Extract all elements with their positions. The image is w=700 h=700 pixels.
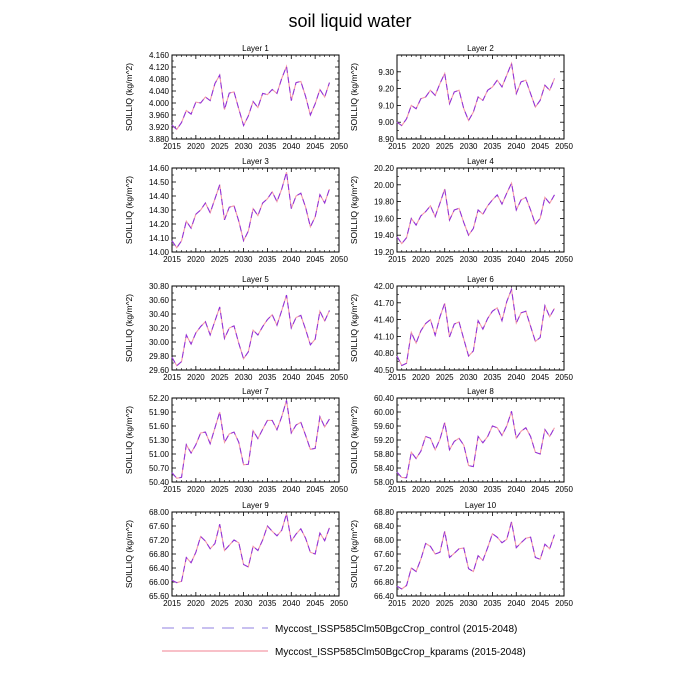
series-overlap-line [397,522,554,589]
panel-title: Layer 8 [467,387,494,396]
x-tick-label: 2050 [330,599,348,608]
x-tick-label: 2040 [507,142,526,151]
y-tick-label: 30.40 [148,310,169,319]
y-tick-label: 29.80 [148,352,169,361]
y-tick-label: 67.60 [148,522,169,531]
y-axis-label: SOILLIQ (kg/m^2) [124,519,134,589]
series-kparams-line [172,295,329,366]
x-tick-label: 2050 [330,142,348,151]
x-tick-label: 2030 [459,255,478,264]
x-tick-label: 2020 [186,485,205,494]
x-tick-label: 2015 [388,599,406,608]
x-tick-label: 2050 [330,485,348,494]
x-tick-label: 2025 [210,485,229,494]
panel-3 [124,157,348,264]
series-overlap-line [397,411,554,478]
y-tick-label: 4.040 [148,87,169,96]
y-tick-label: 68.00 [148,508,169,517]
series-control-line [397,183,554,243]
x-tick-label: 2045 [306,255,325,264]
plot-frame [172,168,339,252]
x-tick-label: 2050 [555,142,573,151]
legend-label-control: Myccost_ISSP585Clm50BgcCrop_control (2015-2048) [275,624,518,635]
series-kparams-line [397,411,554,478]
x-tick-label: 2040 [282,599,301,608]
series-kparams-line [172,400,329,478]
y-tick-label: 19.20 [373,248,394,257]
y-tick-label: 66.00 [148,578,169,587]
series-overlap-line [397,183,554,243]
y-tick-label: 52.20 [148,394,169,403]
series-kparams-line [172,514,329,583]
x-tick-label: 2045 [531,255,550,264]
y-axis-label: SOILLIQ (kg/m^2) [349,62,359,132]
series-overlap-line [397,63,554,125]
x-tick-label: 2015 [388,485,406,494]
x-tick-label: 2025 [435,599,454,608]
y-tick-label: 4.000 [148,99,169,108]
y-axis-label: SOILLIQ (kg/m^2) [124,293,134,363]
x-tick-label: 2015 [163,142,181,151]
y-tick-label: 68.40 [373,522,394,531]
x-tick-label: 2020 [186,599,205,608]
y-tick-label: 30.00 [148,338,169,347]
y-tick-label: 60.40 [373,394,394,403]
x-tick-label: 2020 [411,373,430,382]
y-tick-label: 51.60 [148,422,169,431]
panel-7 [124,387,348,494]
x-tick-label: 2035 [258,142,277,151]
y-axis-label: SOILLIQ (kg/m^2) [349,293,359,363]
x-tick-label: 2025 [210,255,229,264]
series-overlap-line [172,400,329,478]
y-tick-label: 40.80 [373,349,394,359]
y-tick-label: 41.40 [373,315,394,325]
x-tick-label: 2030 [459,142,478,151]
y-tick-label: 67.60 [373,550,394,559]
series-overlap-line [172,172,329,248]
x-tick-label: 2045 [531,373,550,382]
plot-frame [397,55,564,139]
x-tick-label: 2025 [435,373,454,382]
x-tick-label: 2040 [507,255,526,264]
x-tick-label: 2045 [531,142,550,151]
x-tick-label: 2050 [330,373,348,382]
x-tick-label: 2030 [234,485,253,494]
y-tick-label: 51.90 [148,408,169,417]
y-tick-label: 9.00 [378,118,394,128]
y-tick-label: 66.40 [148,564,169,573]
x-tick-label: 2015 [388,255,406,264]
y-tick-label: 58.00 [373,478,394,487]
y-tick-label: 19.80 [373,197,394,207]
x-tick-label: 2030 [234,142,253,151]
y-tick-label: 66.80 [373,578,394,587]
x-tick-label: 2030 [459,373,478,382]
x-tick-label: 2045 [531,599,550,608]
x-tick-label: 2030 [459,485,478,494]
y-axis-label: SOILLIQ (kg/m^2) [124,62,134,132]
panel-title: Layer 6 [467,275,494,284]
y-tick-label: 3.920 [148,123,169,132]
x-tick-label: 2050 [555,255,573,264]
series-control-line [397,411,554,478]
x-tick-label: 2040 [282,485,301,494]
y-tick-label: 68.00 [373,536,394,545]
x-tick-label: 2035 [483,599,502,608]
x-tick-label: 2035 [483,485,502,494]
x-tick-label: 2025 [210,142,229,151]
y-tick-label: 66.40 [373,592,394,601]
y-tick-label: 42.00 [373,282,394,291]
x-tick-label: 2035 [258,485,277,494]
x-tick-label: 2035 [483,142,502,151]
y-tick-label: 65.60 [148,592,169,601]
x-tick-label: 2050 [555,485,573,494]
x-tick-label: 2015 [388,373,406,382]
panel-5 [124,275,348,382]
y-tick-label: 68.80 [373,508,394,517]
y-tick-label: 67.20 [148,536,169,545]
plot-frame [397,168,564,252]
legend [162,624,526,658]
x-tick-label: 2020 [411,485,430,494]
x-tick-label: 2035 [258,255,277,264]
y-tick-label: 14.60 [148,164,169,173]
y-axis-label: SOILLIQ (kg/m^2) [349,405,359,475]
y-tick-label: 59.60 [373,422,394,431]
x-tick-label: 2025 [210,599,229,608]
y-axis-label: SOILLIQ (kg/m^2) [124,405,134,475]
y-tick-label: 20.20 [373,164,394,173]
y-tick-label: 50.70 [148,464,169,473]
y-tick-label: 20.00 [373,180,394,190]
y-tick-label: 50.40 [148,478,169,487]
x-tick-label: 2045 [306,373,325,382]
x-tick-label: 2025 [435,255,454,264]
y-tick-label: 4.120 [148,63,169,72]
y-tick-label: 51.00 [148,450,169,459]
x-tick-label: 2020 [411,142,430,151]
panel-9 [124,501,348,608]
x-tick-label: 2045 [306,599,325,608]
x-tick-label: 2040 [282,255,301,264]
panel-title: Layer 10 [464,501,497,510]
y-tick-label: 40.50 [373,366,394,375]
panel-grid [124,44,573,608]
y-tick-label: 66.80 [148,550,169,559]
x-tick-label: 2035 [483,255,502,264]
y-tick-label: 3.880 [148,135,169,144]
x-tick-label: 2045 [531,485,550,494]
x-tick-label: 2025 [435,142,454,151]
x-tick-label: 2035 [258,599,277,608]
y-tick-label: 9.20 [378,84,394,94]
series-kparams-line [397,183,554,243]
y-tick-label: 3.960 [148,111,169,120]
y-tick-label: 41.10 [373,332,394,342]
x-tick-label: 2015 [163,599,181,608]
y-tick-label: 58.80 [373,450,394,459]
x-tick-label: 2035 [258,373,277,382]
plot-frame [172,286,339,370]
x-tick-label: 2020 [186,373,205,382]
x-tick-label: 2020 [186,255,205,264]
y-tick-label: 14.50 [148,178,169,187]
y-tick-label: 58.40 [373,464,394,473]
legend-label-kparams: Myccost_ISSP585Clm50BgcCrop_kparams (2015-2048) [275,647,526,658]
y-tick-label: 30.20 [148,324,169,333]
panel-4 [349,157,573,264]
panel-title: Layer 1 [242,44,269,53]
y-tick-label: 30.80 [148,282,169,291]
series-overlap-line [172,514,329,583]
y-tick-label: 41.70 [373,298,394,308]
x-tick-label: 2015 [163,373,181,382]
x-tick-label: 2025 [435,485,454,494]
x-tick-label: 2030 [234,255,253,264]
panel-title: Layer 5 [242,275,269,284]
y-tick-label: 60.00 [373,408,394,417]
x-tick-label: 2015 [163,255,181,264]
x-tick-label: 2030 [234,373,253,382]
x-tick-label: 2050 [330,255,348,264]
figure-title: soil liquid water [288,11,412,31]
panel-title: Layer 7 [242,387,269,396]
series-overlap-line [397,289,554,365]
x-tick-label: 2015 [388,142,406,151]
panel-title: Layer 9 [242,501,269,510]
y-tick-label: 4.160 [148,51,169,60]
x-tick-label: 2040 [507,485,526,494]
y-tick-label: 59.20 [373,436,394,445]
x-tick-label: 2040 [507,599,526,608]
y-tick-label: 14.20 [148,220,169,229]
x-tick-label: 2050 [555,373,573,382]
panel-title: Layer 2 [467,44,494,53]
y-axis-label: SOILLIQ (kg/m^2) [124,175,134,245]
plot-frame [172,55,339,139]
y-tick-label: 14.40 [148,192,169,201]
panel-2 [349,44,573,151]
panel-10 [349,501,573,608]
x-tick-label: 2035 [483,373,502,382]
panel-1 [124,44,348,151]
x-tick-label: 2045 [306,485,325,494]
y-tick-label: 14.00 [148,248,169,257]
series-control-line [172,400,329,478]
x-tick-label: 2020 [411,599,430,608]
panel-8 [349,387,573,494]
y-tick-label: 67.20 [373,564,394,573]
y-tick-label: 29.60 [148,366,169,375]
x-tick-label: 2020 [186,142,205,151]
x-tick-label: 2050 [555,599,573,608]
series-control-line [172,514,329,583]
y-tick-label: 4.080 [148,75,169,84]
x-tick-label: 2025 [210,373,229,382]
y-tick-label: 30.60 [148,296,169,305]
y-tick-label: 14.10 [148,234,169,243]
panel-6 [349,275,573,382]
x-tick-label: 2040 [282,373,301,382]
y-tick-label: 9.30 [378,67,394,77]
x-tick-label: 2015 [163,485,181,494]
y-axis-label: SOILLIQ (kg/m^2) [349,519,359,589]
x-tick-label: 2040 [282,142,301,151]
y-tick-label: 14.30 [148,206,169,215]
x-tick-label: 2020 [411,255,430,264]
x-tick-label: 2030 [459,599,478,608]
y-tick-label: 51.30 [148,436,169,445]
y-tick-label: 8.90 [378,135,394,144]
y-tick-label: 9.10 [378,101,394,111]
y-tick-label: 19.60 [373,214,394,224]
y-axis-label: SOILLIQ (kg/m^2) [349,175,359,245]
panel-title: Layer 4 [467,157,494,166]
series-kparams-line [397,522,554,589]
x-tick-label: 2030 [234,599,253,608]
series-control-line [397,522,554,589]
x-tick-label: 2040 [507,373,526,382]
x-tick-label: 2045 [306,142,325,151]
plot-frame [172,398,339,482]
series-overlap-line [172,66,329,129]
y-tick-label: 19.40 [373,231,394,241]
panel-title: Layer 3 [242,157,269,166]
